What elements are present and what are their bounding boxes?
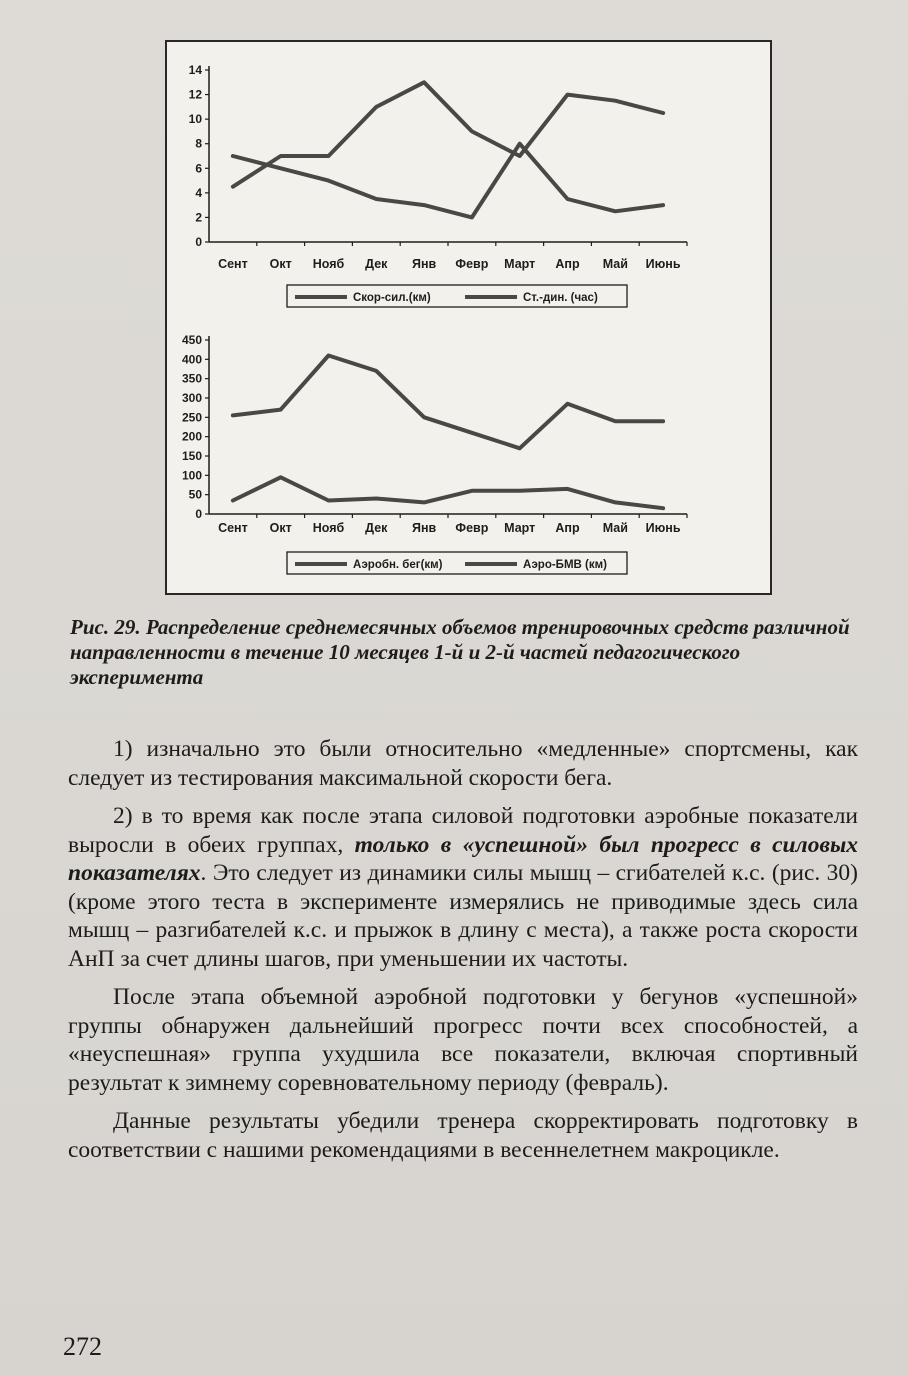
chart-2-y-tick-label: 100 — [181, 468, 202, 483]
figure-charts — [167, 42, 770, 593]
chart-2-series-2-line — [233, 477, 663, 508]
chart-1-x-tick-label: Май — [602, 257, 628, 271]
chart-2-y-tick-label: 250 — [181, 410, 202, 425]
chart-1-legend-label-1: Скор-сил.(км) — [353, 292, 431, 304]
chart-1-y-tick-label: 10 — [188, 112, 202, 127]
chart-2-x-tick-label: Дек — [365, 521, 388, 535]
chart-1-x-tick-label: Дек — [365, 257, 388, 271]
chart-2-x-tick-label: Февр — [455, 521, 489, 535]
chart-2-x-tick-label: Апр — [555, 521, 580, 535]
chart-1-x-tick-label: Апр — [555, 257, 580, 271]
paragraph-4: Данные результаты убедили тренера скорректировать подготовку в соответствии с нашими рекомендациями в весеннелетнем макроцикле. — [68, 1108, 858, 1163]
chart-2-y-tick-label: 150 — [181, 449, 202, 463]
paragraph-3: После этапа объемной аэробной подготовки у бегунов «успешной» группы обнаружен дальнейший прогресс почти всех способностей, а «неуспешная» группа ухудшила все показатели, включая спортивный результат к зимнему соревновательному периоду (февраль). — [68, 984, 858, 1096]
chart-1-x-tick-label: Янв — [411, 257, 437, 271]
figure-caption: Рис. 29. Распределение среднемесячных объемов тренировочных средств различной направленности в течение 10 месяцев 1-й и 2-й частей педагогического эксперимента — [70, 615, 850, 689]
chart-2-x-tick-label: Нояб — [312, 521, 345, 535]
chart-2-x-tick-label: Июнь — [645, 521, 681, 535]
paragraph-2 — [68, 802, 858, 973]
chart-2-legend-label-2: Аэро-БМВ (км) — [523, 559, 607, 571]
paragraph-2-emphasis: только в «успешной» был прогресс в силовых показателях — [68, 831, 858, 886]
chart-1-y-tick-label: 2 — [195, 210, 202, 225]
chart-2-y-tick-label: 0 — [195, 507, 202, 521]
chart-1-y-tick-label: 14 — [188, 63, 202, 77]
chart-2-x-tick-label: Март — [504, 521, 536, 535]
figure-29 — [165, 40, 772, 595]
chart-1-x-tick-label: Июнь — [645, 257, 681, 271]
chart-2-y-tick-label: 50 — [188, 487, 202, 502]
chart-2-y-tick-label: 400 — [181, 352, 202, 367]
chart-1-x-tick-label: Февр — [455, 257, 489, 271]
chart-2-x-tick-label: Окт — [269, 521, 292, 535]
chart-1-x-tick-label: Март — [504, 257, 536, 271]
body-text — [68, 735, 858, 1174]
chart-2-legend-label-1: Аэробн. бег(км) — [353, 559, 443, 571]
chart-2-y-tick-label: 450 — [181, 333, 202, 347]
chart-1-x-tick-label: Сент — [218, 257, 248, 271]
chart-1-legend-label-2: Ст.-дин. (час) — [523, 292, 598, 304]
chart-1-y-tick-label: 0 — [195, 235, 202, 249]
chart-1-y-tick-label: 12 — [188, 87, 202, 102]
chart-2-x-tick-label: Сент — [218, 521, 248, 535]
chart-1-x-tick-label: Окт — [269, 257, 292, 271]
paragraph-2-start: 2) в то время как после этапа силовой подготовки аэробные показатели выросли в обеих группах, — [68, 803, 858, 858]
paragraph-1: 1) изначально это были относительно «медленные» спортсмены, как следует из тестирования максимальной скорости бега. — [68, 736, 858, 791]
chart-1-x-tick-label: Нояб — [312, 257, 345, 271]
paragraph-2-end: . Это следует из динамики силы мышц – сгибателей к.с. (рис. 30) (кроме этого теста в эксперименте измерялись не приводимые здесь сила мышц – разгибателей к.с. и прыжок в длину с места), а также роста скорости АнП за счет длины шагов, при уменьшении их частоты. — [68, 860, 858, 972]
chart-1-y-tick-label: 4 — [195, 185, 202, 200]
page-number: 272 — [63, 1332, 102, 1361]
chart-2-x-tick-label: Янв — [411, 521, 437, 535]
chart-2-series-1-line — [233, 356, 663, 449]
chart-2-y-tick-label: 300 — [181, 391, 202, 405]
chart-1-y-tick-label: 6 — [195, 161, 202, 176]
chart-2-y-tick-label: 200 — [181, 429, 202, 444]
chart-1-y-tick-label: 8 — [195, 136, 202, 151]
chart-2-y-tick-label: 350 — [181, 371, 202, 386]
chart-2-x-tick-label: Май — [602, 521, 628, 535]
